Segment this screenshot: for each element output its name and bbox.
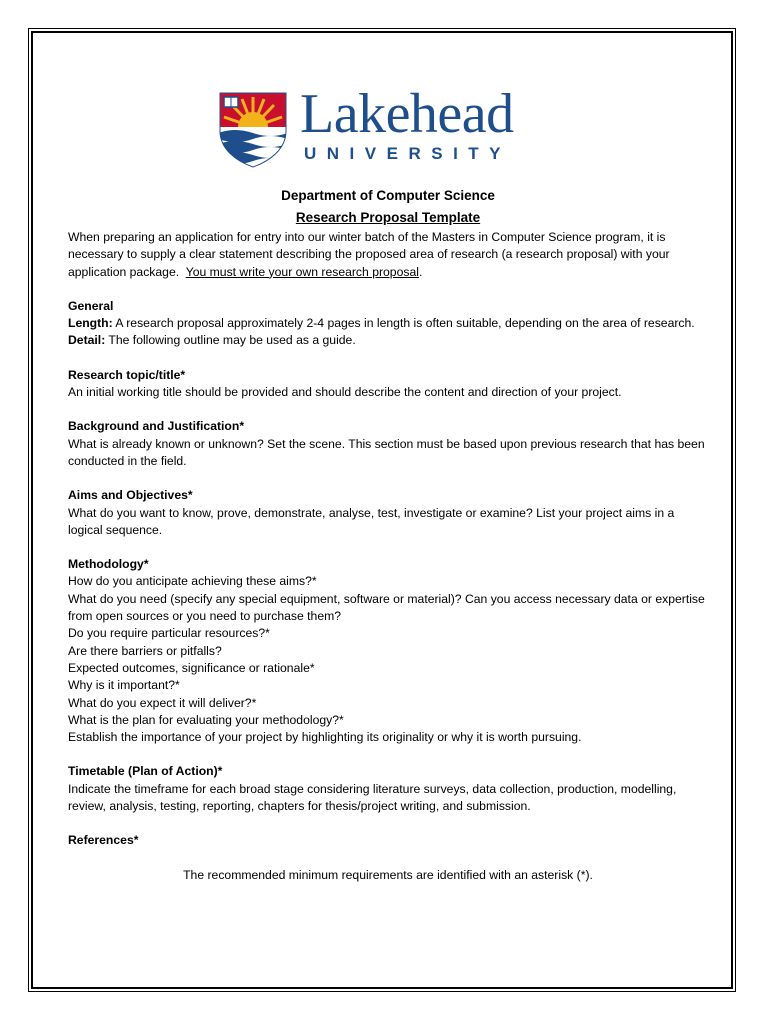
methodology-line: What do you need (specify any special equipment, software or material)? Can you access necessary data or expertise from open sources or you need to purchase them? (68, 591, 705, 624)
length-label: Length: (68, 316, 113, 331)
department-heading: Department of Computer Science (281, 188, 495, 203)
timetable-heading: Timetable (Plan of Action)* (68, 764, 223, 779)
length-text: A research proposal approximately 2-4 pages in length is often suitable, depending on the area of research. (115, 316, 695, 331)
detail-label: Detail: (68, 333, 106, 348)
background-text: What is already known or unknown? Set the scene. This section must be based upon previous research that has been conducted in the field. (68, 436, 705, 468)
topic-heading: Research topic/title* (68, 367, 186, 382)
intro-end: . (418, 264, 423, 279)
detail-text: The following outline may be used as a guide. (108, 333, 356, 348)
methodology-line: Do you require particular resources?* (68, 626, 270, 641)
general-length (68, 315, 708, 332)
methodology-line: Why is it important?* (68, 678, 180, 693)
intro-emphasis: You must write your own research proposal (185, 264, 419, 279)
methodology-line: What is the plan for evaluating your methodology?* (68, 712, 344, 727)
aims-text: What do you want to know, prove, demonstrate, analyse, test, investigate or examine? List your project aims in a logical sequence. (68, 505, 675, 537)
intro-paragraph (68, 229, 708, 281)
methodology-line: Establish the importance of your project by highlighting its originality or why it is worth pursuing. (68, 730, 582, 745)
footnote: The recommended minimum requirements are identified with an asterisk (*). (183, 867, 593, 882)
topic-text: An initial working title should be provided and should describe the content and direction of your project. (68, 385, 622, 400)
methodology-line: Expected outcomes, significance or rationale* (68, 660, 315, 675)
methodology-line: How do you anticipate achieving these aims?* (68, 574, 317, 589)
references-heading: References* (68, 833, 139, 848)
intro-text: When preparing an application for entry into our winter batch of the Masters in Computer Science program, it is necessary to supply a clear statement describing the proposed area of research (a research proposal) with your application package. (68, 230, 670, 279)
methodology-line: Are there barriers or pitfalls? (68, 643, 222, 658)
general-detail (68, 332, 708, 349)
general-heading: General (68, 298, 114, 313)
logo-university: UNIVERSITY (304, 144, 512, 163)
background-heading: Background and Justification* (68, 419, 245, 434)
methodology-heading: Methodology* (68, 557, 149, 572)
methodology-line: What do you expect it will deliver?* (68, 695, 257, 710)
shield-icon (218, 91, 288, 169)
logo-name: Lakehead (300, 83, 514, 145)
aims-heading: Aims and Objectives* (68, 488, 193, 503)
timetable-text: Indicate the timeframe for each broad stage considering literature surveys, data collection, production, modelling, review, analysis, testing, reporting, chapters for thesis/project writing, and submission. (68, 781, 677, 814)
template-title: Research Proposal Template (295, 210, 481, 225)
document-body (68, 185, 708, 884)
logo-wordmark (300, 83, 560, 164)
